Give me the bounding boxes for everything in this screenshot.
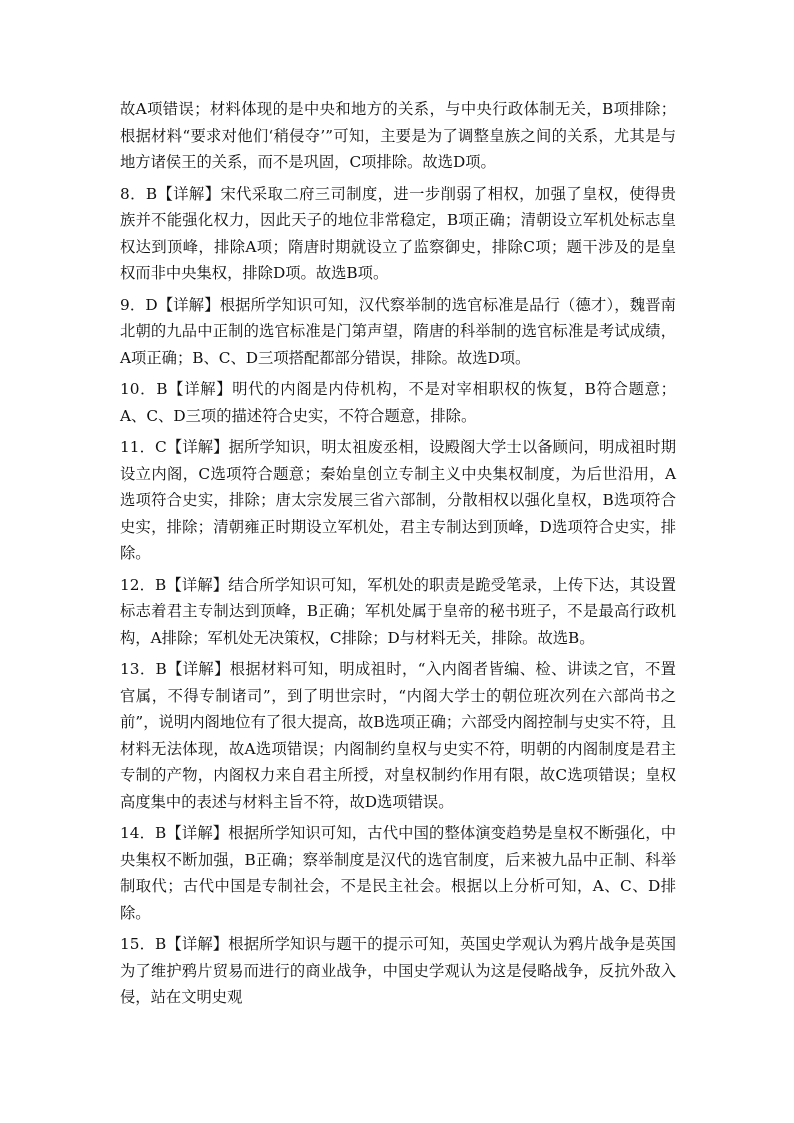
answer-paragraph-14 (120, 820, 676, 926)
answer-text: 结合所学知识可知，军机处的职责是跪受笔录，上传下达，其设置标志着君主专制达到顶峰，B正确；军机处属于皇帝的秘书班子，不是最高行政机构，A排除；军机处无决策权，C排除；D与材料无关，排除。故选B。 (120, 575, 676, 647)
answer-text: 根据所学知识可知，汉代察举制的选官标准是品行（德才），魏晋南北朝的九品中正制的选官标准是门第声望，隋唐的科举制的选官标准是考试成绩， A项正确；B、C、D三项搭配都部分错误，排除。故选D项。 (120, 295, 676, 367)
answer-paragraph-9 (120, 292, 676, 372)
answer-paragraph-10 (120, 376, 676, 429)
answer-number: 9．D (120, 295, 158, 314)
answer-paragraph-12 (120, 572, 676, 652)
answer-number: 14．B (120, 824, 167, 842)
answer-number: 11．C (120, 438, 167, 456)
explanation-tag: 【详解】 (166, 935, 229, 953)
explanation-tag: 【详解】 (157, 295, 220, 314)
explanation-tag: 【详解】 (166, 824, 229, 842)
answer-paragraph-13 (120, 656, 676, 815)
answer-text: 故A项错误；材料体现的是中央和地方的关系，与中央行政体制无关，B项排除；根据材料“要求对他们‘稍侵夺’”可知，主要是为了调整皇族之间的关系，尤其是与地方诸侯王的关系，而不是巩固，C项排除。故选D项。 (120, 100, 676, 171)
explanation-tag: 【详解】 (166, 438, 229, 456)
answer-document (120, 96, 676, 1016)
answer-paragraph-11 (120, 434, 676, 567)
answer-number: 13．B (120, 660, 167, 678)
answer-text: 宋代采取二府三司制度，进一步削弱了相权，加强了皇权，使得贵族并不能强化权力，因此天子的地位非常稳定，B项正确；清朝设立军机处标志皇权达到顶峰，排除A项；隋唐时期就设立了监察御史，排除C项；题干涉及的是皇权而非中央集权，排除D项。故选B项。 (120, 184, 676, 282)
explanation-tag: 【详解】 (166, 660, 230, 678)
answer-text: 据所学知识，明太祖废丞相，设殿阁大学士以备顾问，明成祖时期设立内阁，C选项符合题意；秦始皇创立专制主义中央集权制度，为后世沿用，A选项符合史实，排除；唐太宗发展三省六部制，分散相权以强化皇权，B选项符合史实，排除；清朝雍正时期设立军机处，君主专制达到顶峰，D选项符合史实，排除。 (120, 438, 676, 562)
answer-paragraph-8 (120, 181, 676, 287)
answer-text: 根据材料可知，明成祖时，“入内阁者皆编、检、讲读之官，不置官属，不得专制诸司”，到了明世宗时，“内阁大学士的朝位班次列在六部尚书之前”，说明内阁地位有了很大提高，故B选项正确；六部受内阁控制与史实不符，且材料无法体现，故A选项错误；内阁制约皇权与史实不符，明朝的内阁制度是君主专制的产物，内阁权力来自君主所授，对皇权制约作用有限，故C选项错误；皇权高度集中的表述与材料主旨不符，故D选项错误。 (120, 660, 676, 811)
answer-number: 10．B (120, 380, 168, 398)
answer-text: 根据所学知识与题干的提示可知，英国史学观认为鸦片战争是英国为了维护鸦片贸易而进行的商业战争，中国史学观认为这是侵略战争，反抗外敌入侵，站在文明史观 (120, 935, 676, 1006)
explanation-tag: 【详解】 (166, 575, 229, 594)
answer-paragraph-15 (120, 931, 676, 1011)
answer-text: 根据所学知识可知，古代中国的整体演变趋势是皇权不断强化，中央集权不断加强，B正确；察举制度是汉代的选官制度，后来被九品中正制、科举制取代；古代中国是专制社会，不是民主社会。根据以上分析可知，A、C、D排除。 (120, 824, 676, 922)
answer-paragraph-continuation (120, 96, 676, 176)
answer-number: 8．B (120, 184, 158, 203)
explanation-tag: 【详解】 (167, 380, 233, 398)
explanation-tag: 【详解】 (157, 184, 221, 203)
answer-number: 12．B (120, 575, 167, 594)
answer-text: 明代的内阁是内侍机构，不是对宰相职权的恢复，B符合题意；A、C、D三项的描述符合史实，不符合题意，排除。 (120, 380, 676, 425)
answer-number: 15．B (120, 935, 167, 953)
